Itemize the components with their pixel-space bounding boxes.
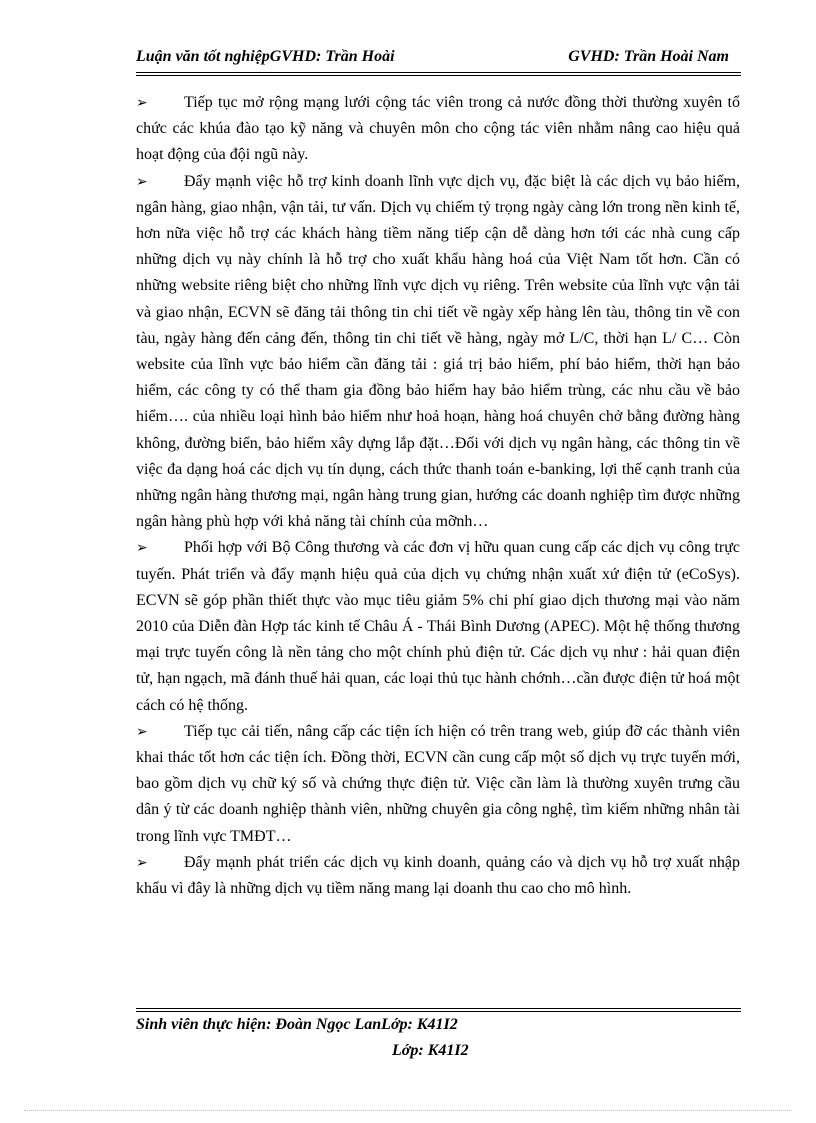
footer-class-line: Lớp: K41I2: [392, 1042, 469, 1059]
footer-rule-thick: [136, 1011, 741, 1012]
footer-rule-thin: [136, 1008, 741, 1009]
paragraph-text: Phối hợp với Bộ Công thương và các đơn vị hữu quan cung cấp các dịch vụ công trực tuyến. Phát triển và đẩy mạnh hiệu quả của dịch vụ chứng nhận xuất xứ điện tử (eCoSys). ECVN sẽ góp phần thiết thực vào mục tiêu giảm 5% chi phí giao dịch thương mại vào năm 2010 của Diễn đàn Hợp tác kinh tế Châu Á - Thái Bình Dương (APEC). Một hệ thống thương mại trực tuyến công là nền tảng cho một chính phủ điện tử. Các dịch vụ như : hải quan điện tử, hạn ngạch, mã đánh thuế hải quan, các loại thủ tục hành chớnh…cần được điện tử hoá một cách có hệ thống.: [136, 539, 740, 714]
arrow-bullet-icon: ➢: [136, 173, 148, 190]
header-rule-thick: [136, 72, 741, 73]
header-rule-thin: [136, 75, 741, 76]
page-edge-divider: [24, 1110, 792, 1111]
paragraph-4: [136, 719, 740, 850]
document-body: [136, 90, 740, 902]
arrow-bullet-icon: ➢: [136, 540, 148, 557]
arrow-bullet-icon: ➢: [136, 854, 148, 871]
header-right-text: GVHD: Trần Hoài Nam: [568, 48, 729, 65]
paragraph-text: Tiếp tục mở rộng mạng lưới cộng tác viên trong cả nước đồng thời thường xuyên tổ chức các khúa đào tạo kỹ năng và chuyên môn cho cộng tác viên nhằm nâng cao hiệu quả hoạt động của đội ngũ này.: [136, 94, 740, 164]
paragraph-5: [136, 850, 740, 902]
arrow-bullet-icon: ➢: [136, 723, 148, 740]
header-left-text: Luận văn tốt nghiệpGVHD: Trần Hoài: [136, 48, 395, 65]
paragraph-2: [136, 169, 740, 536]
paragraph-text: Tiếp tục cải tiến, nâng cấp các tiện ích hiện có trên trang web, giúp đỡ các thành viên khai thác tốt hơn các tiện ích. Đồng thời, ECVN cần cung cấp một số dịch vụ trực tuyến mới, bao gồm dịch vụ chữ ký số và chứng thực điện tử. Việc cần làm là thường xuyên trưng cầu dân ý từ các doanh nghiệp thành viên, những chuyên gia công nghệ, tìm kiếm những nhân tài trong lĩnh vực TMĐT…: [136, 722, 740, 845]
footer-student-line: Sinh viên thực hiện: Đoàn Ngọc LanLớp: K41I2: [136, 1016, 458, 1033]
page-header: [136, 48, 741, 72]
paragraph-text: Đẩy mạnh việc hỗ trợ kinh doanh lĩnh vực dịch vụ, đặc biệt là các dịch vụ bảo hiểm, ngân hàng, giao nhận, vận tải, tư vấn. Dịch vụ chiếm tỷ trọng ngày càng lớn trong nền kinh tế, hơn nữa việc hỗ trợ các khách hàng tiềm năng tiếp cận dễ dàng hơn tới các nhà cung cấp những dịch vụ này chính là hỗ trợ cho xuất khẩu hàng hoá của Việt Nam tốt hơn. Cần có những website riêng biệt cho những lĩnh vực dịch vụ riêng. Trên website của lĩnh vực vận tải và giao nhận, ECVN sẽ đăng tải thông tin chi tiết về ngày xếp hàng lên tàu, thông tin về con tàu, ngày hàng đến cảng đến, thông tin chi tiết về hàng, ngày mở L/C, thời hạn L/ C… Còn website của lĩnh vực bảo hiểm cần đăng tải : giá trị bảo hiểm, phí bảo hiểm, thời hạn bảo hiểm, các công ty có thể tham gia đồng bảo hiểm hay bảo hiểm trùng, các nhu cầu về bảo hiểm…. của nhiều loại hình bảo hiểm như hoả hoạn, hàng hoá chuyên chở bằng đường hàng không, đường biển, bảo hiểm xây dựng lắp đặt…Đối với dịch vụ ngân hàng, các thông tin về việc đa dạng hoá các dịch vụ tín dụng, cách thức thanh toán e-banking, lợi thế cạnh tranh của những ngân hàng thương mại, ngân hàng trung gian, hướng các doanh nghiệp tìm được những ngân hàng phù hợp với khả năng tài chính của mỡnh…: [136, 172, 740, 531]
arrow-bullet-icon: ➢: [136, 95, 148, 111]
paragraph-3: [136, 535, 740, 718]
paragraph-text: Đẩy mạnh phát triển các dịch vụ kinh doanh, quảng cáo và dịch vụ hỗ trợ xuất nhập khẩu vì đây là những dịch vụ tiềm năng mang lại doanh thu cao cho mô hình.: [136, 853, 740, 898]
paragraph-1: [136, 90, 740, 169]
